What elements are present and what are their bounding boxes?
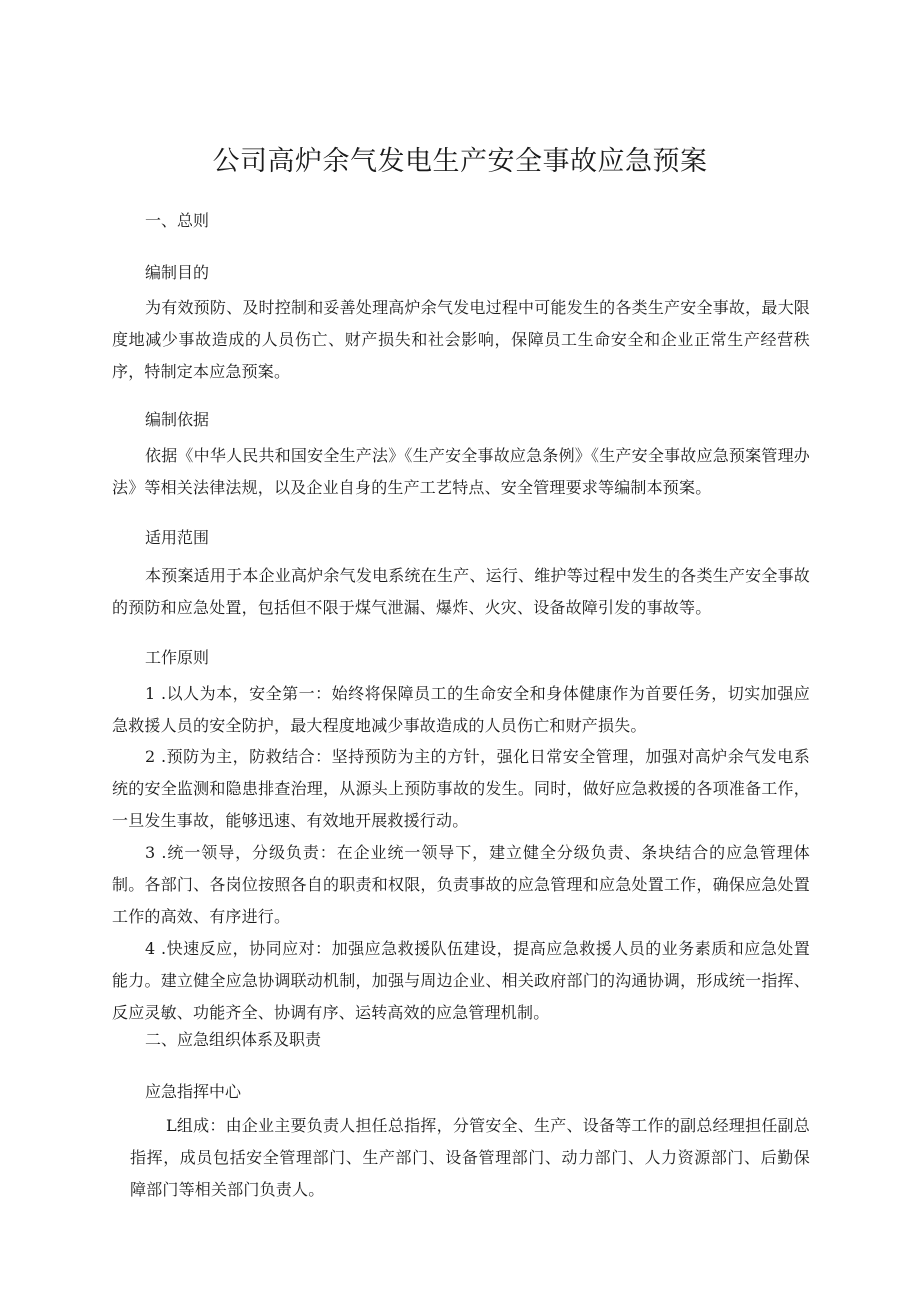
page-title: 公司高炉余气发电生产安全事故应急预案 bbox=[212, 146, 708, 177]
subheading-command-center: 应急指挥中心 bbox=[145, 1082, 242, 1101]
paragraph-principle-1: 1 .以人为本，安全第一：始终将保障员工的生命安全和身体健康作为首要任务，切实加强应急救援人员的安全防护，最大程度地减少事故造成的人员伤亡和财产损失。 bbox=[112, 684, 810, 735]
subheading-scope: 适用范围 bbox=[145, 528, 210, 547]
paragraph-scope: 本预案适用于本企业高炉余气发电系统在生产、运行、维护等过程中发生的各类生产安全事故的预防和应急处置，包括但不限于煤气泄漏、爆炸、火灾、设备故障引发的事故等。 bbox=[112, 566, 810, 617]
subheading-principles: 工作原则 bbox=[145, 648, 210, 667]
subheading-purpose: 编制目的 bbox=[145, 263, 210, 282]
paragraph-principle-3: 3 .统一领导，分级负责：在企业统一领导下，建立健全分级负责、条块结合的应急管理体制。各部门、各岗位按照各自的职责和权限，负责事故的应急管理和应急处置工作，确保应急处置工作的高效、有序进行。 bbox=[112, 843, 810, 926]
section-heading-general: 一、总则 bbox=[145, 211, 210, 230]
paragraph-basis: 依据《中华人民共和国安全生产法》《生产安全事故应急条例》《生产安全事故应急预案管理办法》等相关法律法规，以及企业自身的生产工艺特点、安全管理要求等编制本预案。 bbox=[112, 446, 810, 497]
paragraph-composition: L组成：由企业主要负责人担任总指挥，分管安全、生产、设备等工作的副总经理担任副总指挥，成员包括安全管理部门、生产部门、设备管理部门、动力部门、人力资源部门、后勤保障部门等相关部门负责人。 bbox=[130, 1116, 810, 1199]
paragraph-principle-2: 2 .预防为主，防救结合：坚持预防为主的方针，强化日常安全管理，加强对高炉余气发电系统的安全监测和隐患排查治理，从源头上预防事故的发生。同时，做好应急救援的各项准备工作，一旦发生事故，能够迅速、有效地开展救援行动。 bbox=[112, 747, 810, 830]
subheading-basis: 编制依据 bbox=[145, 410, 210, 429]
paragraph-purpose: 为有效预防、及时控制和妥善处理高炉余气发电过程中可能发生的各类生产安全事故，最大限度地减少事故造成的人员伤亡、财产损失和社会影响，保障员工生命安全和企业正常生产经营秩序，特制定本应急预案。 bbox=[112, 298, 810, 381]
paragraph-principle-4: 4 .快速反应，协同应对：加强应急救援队伍建设，提高应急救援人员的业务素质和应急处置能力。建立健全应急协调联动机制，加强与周边企业、相关政府部门的沟通协调，形成统一指挥、反应灵敏、功能齐全、协调有序、运转高效的应急管理机制。 bbox=[112, 939, 810, 1022]
section-heading-organization: 二、应急组织体系及职责 bbox=[145, 1030, 322, 1049]
